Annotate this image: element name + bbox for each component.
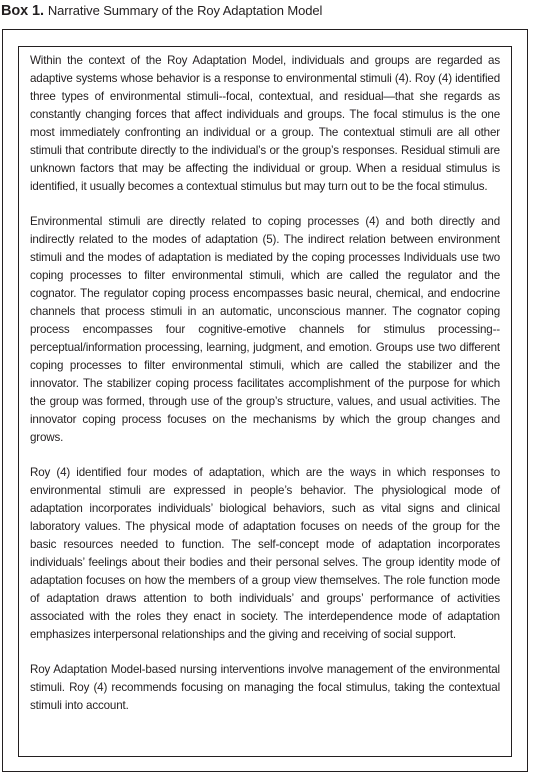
box-caption: Narrative Summary of the Roy Adaptation Model [47, 3, 323, 18]
box-title [1, 2, 322, 20]
paragraph-interventions: Roy Adaptation Model-based nursing interventions involve management of the environmental stimuli. Roy (4) recommends focusing on managing the focal stimulus, taking the contextual stimuli into account. [30, 663, 500, 712]
summary-box [18, 46, 512, 757]
box-label: Box 1. [1, 3, 44, 19]
outer-frame [2, 29, 528, 772]
paragraph-stimuli: Within the context of the Roy Adaptation Model, individuals and groups are regarded as adaptive systems whose behavior is a response to environmental stimuli (4). Roy (4) identified three types of environmental stimuli--focal, contextual, and residual—that she regards as constantly changing forces that affect individuals and groups. The focal stimulus is the one most immediately confronting an individual or a group. The contextual stimuli are all other stimuli that contribute directly to the individual’s or the group’s responses. Residual stimuli are unknown factors that may be affecting the individual or group. When a residual stimulus is identified, it usually becomes a contextual stimulus but may turn out to be the focal stimulus. [30, 54, 500, 193]
paragraph-modes-of-adaptation: Roy (4) identified four modes of adaptation, which are the ways in which responses to environmental stimuli are expressed in people’s behavior. The physiological mode of adaptation incorporates individuals’ biological behaviors, such as vital signs and clinical laboratory values. The physical mode of adaptation focuses on needs of the group for the basic resources needed to function. The self-concept mode of adaptation incorporates individuals’ feelings about their bodies and their personal selves. The group identity mode of adaptation focuses on how the members of a group view themselves. The role function mode of adaptation draws attention to both individuals’ and groups’ performance of activities associated with the roles they enact in society. The interdependence mode of adaptation emphasizes interpersonal relationships and the giving and receiving of social support. [30, 466, 500, 641]
paragraph-coping-processes: Environmental stimuli are directly related to coping processes (4) and both directly and indirectly related to the modes of adaptation (5). The indirect relation between environment stimuli and the modes of adaptation is mediated by the coping processes Individuals use two coping processes to filter environmental stimuli, which are called the regulator and the cognator. The regulator coping process encompasses basic neural, chemical, and endocrine channels that process stimuli in an automatic, unconscious manner. The cognator coping process encompasses four cognitive-emotive channels for stimulus processing--perceptual/information processing, learning, judgment, and emotion. Groups use two different coping processes to filter environmental stimuli, which are called the stabilizer and the innovator. The stabilizer coping process facilitates accomplishment of the purpose for which the group was formed, through use of the group’s structure, values, and usual activities. The innovator coping process focuses on the mechanisms by which the group changes and grows. [30, 215, 500, 444]
